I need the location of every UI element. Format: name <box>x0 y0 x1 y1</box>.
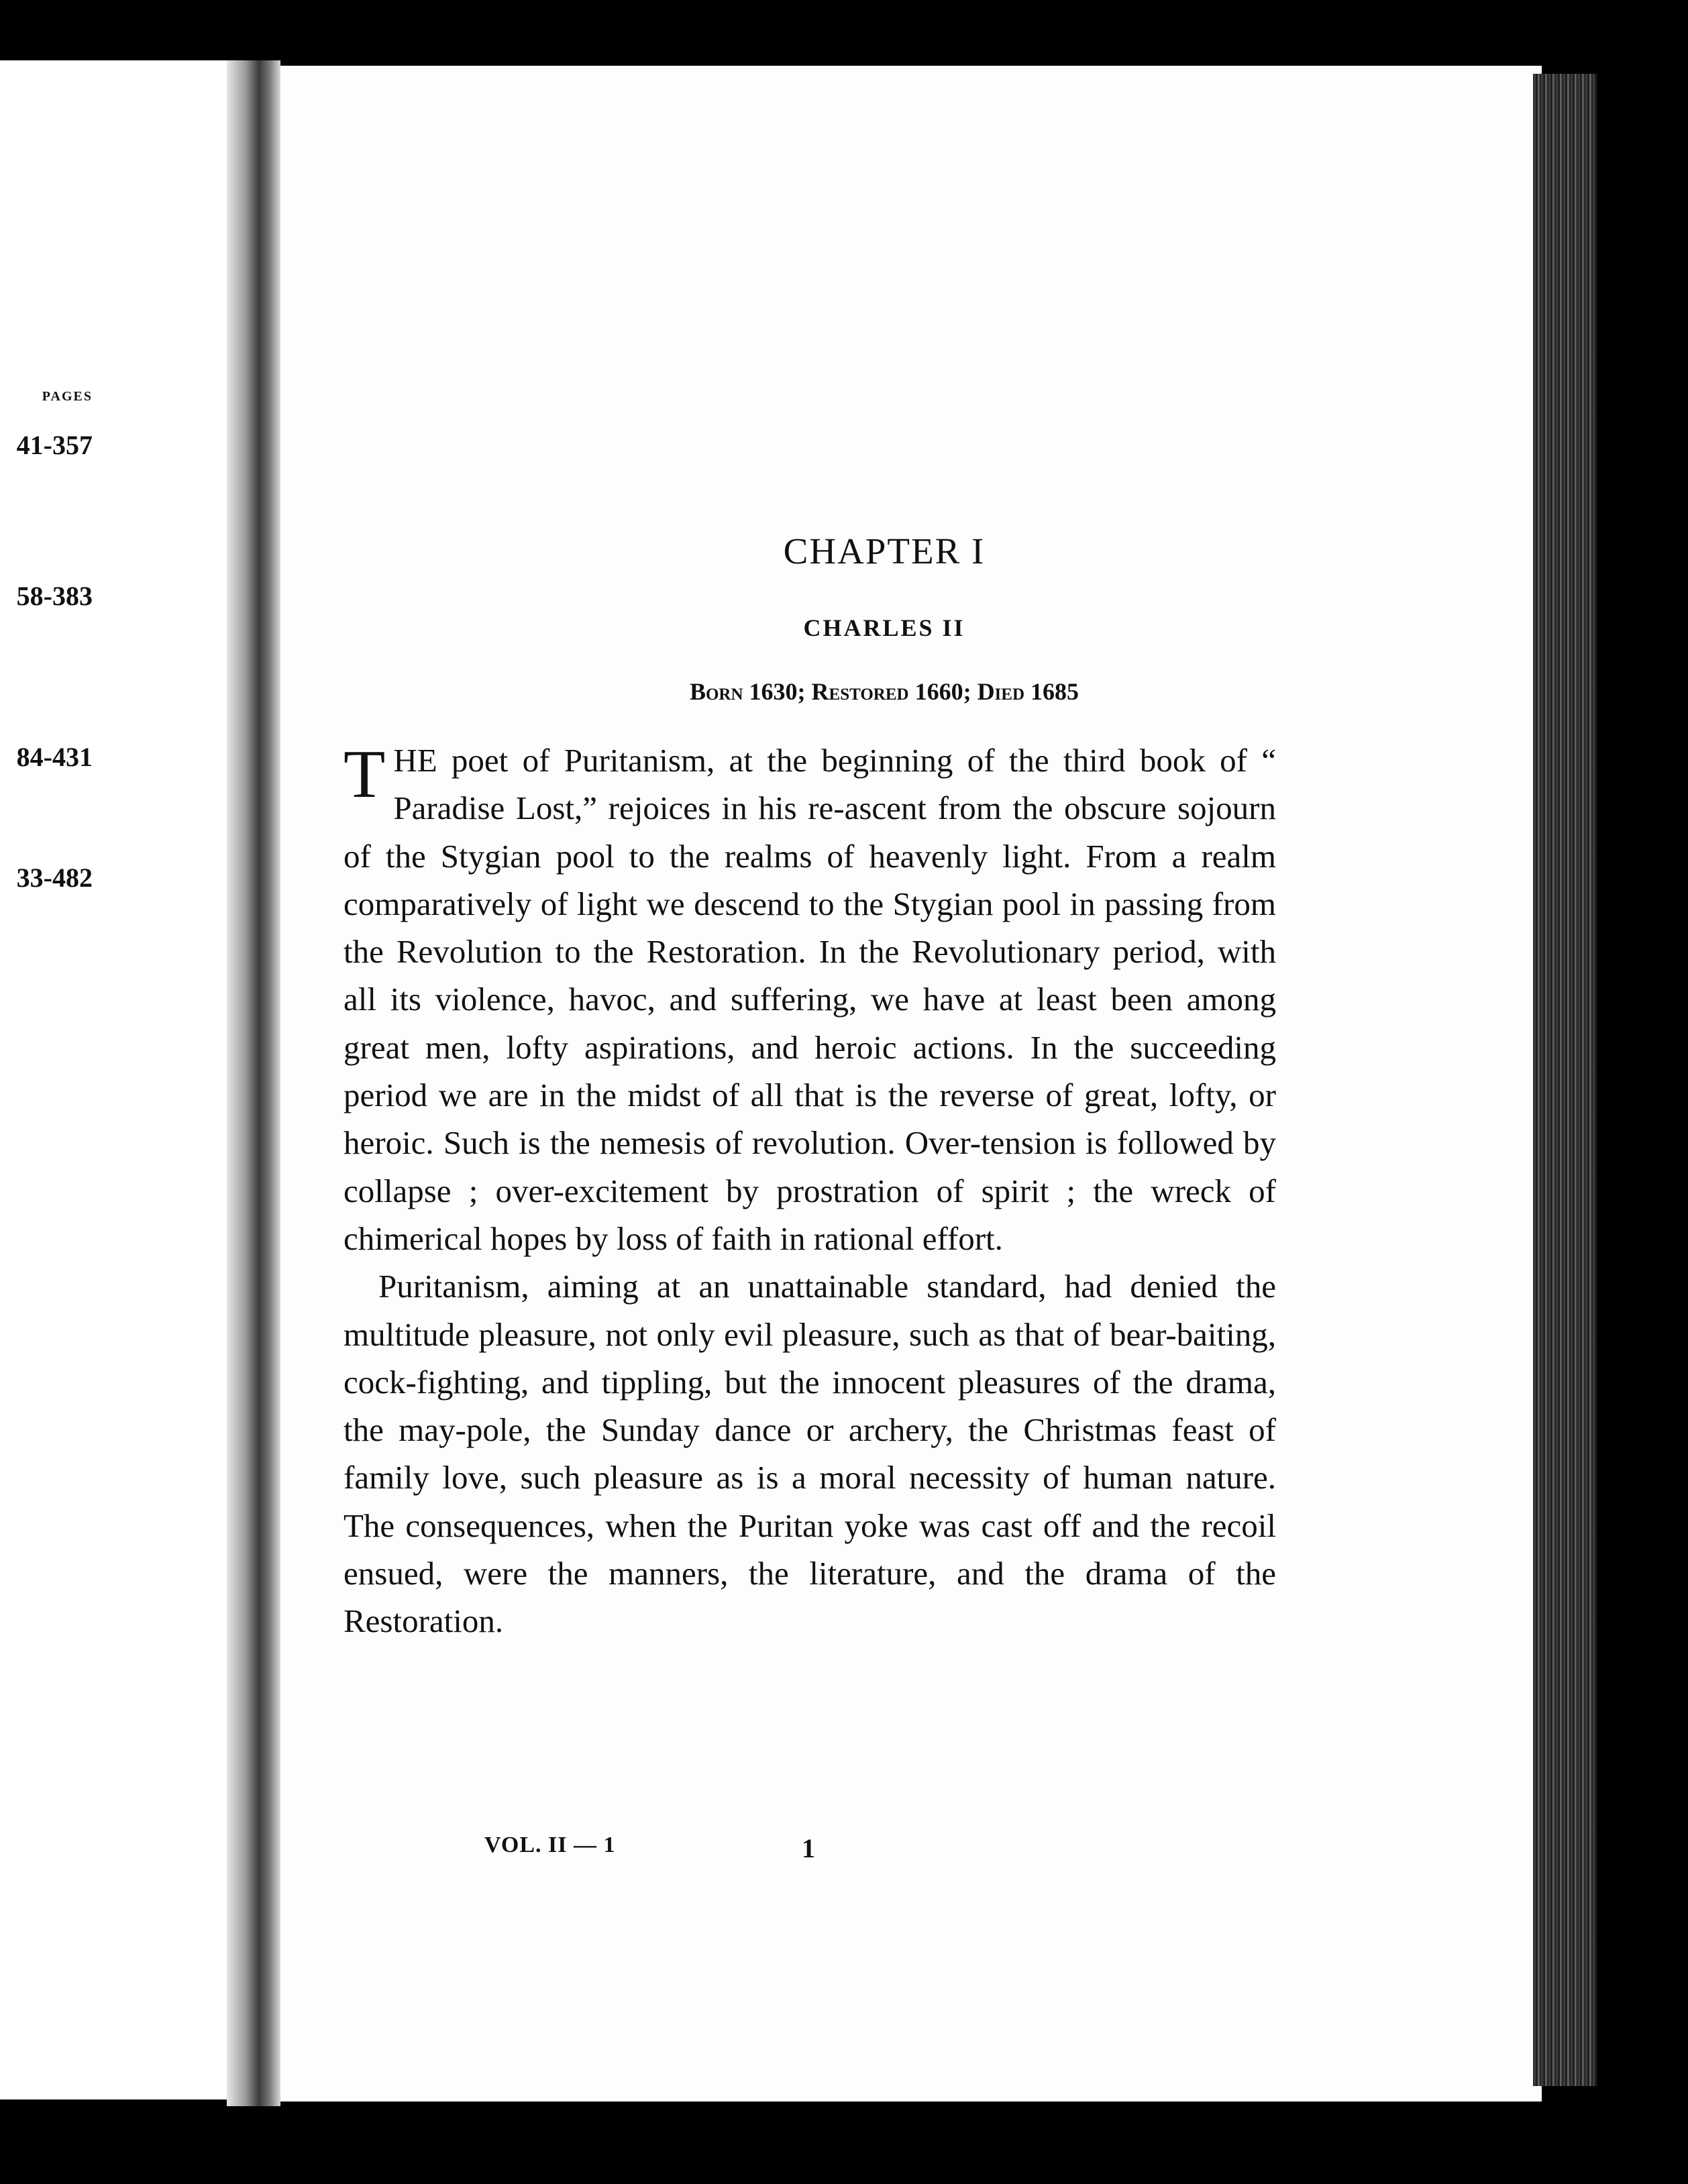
restored-label: Restored <box>811 678 909 705</box>
page-edges <box>1533 74 1597 2086</box>
drop-cap: T <box>344 736 386 812</box>
paragraph <box>344 736 1276 1262</box>
chapter-body <box>344 736 1276 1645</box>
book-gutter <box>227 60 280 2106</box>
died-year: 1685 <box>1031 678 1079 705</box>
page-number: 1 <box>802 1833 815 1863</box>
chapter-subject: CHARLES II <box>803 614 965 641</box>
page-range: 33-482 <box>16 863 93 893</box>
born-label: Born <box>689 678 743 705</box>
page-range: 84-431 <box>16 742 93 772</box>
chapter-dates: Born 1630; Restored 1660; Died 1685 <box>689 678 1079 705</box>
died-label: Died <box>977 678 1025 705</box>
paragraph-text: HE poet of Puritanism, at the beginning of the third book of “ Paradise Lost,” rejoices in his re-ascent from the obscure sojourn of the Stygian pool to the realms of heavenly light. From a realm comparatively of light we descend to the Stygian pool in passing from the Revolution to the Restoration. In the Revolutionary period, with all its violence, havoc, and suffering, we have at least been among great men, lofty aspirations, and heroic actions. In the succeeding period we are in the midst of all that is the reverse of great, lofty, or heroic. Such is the nemesis of revolution. Over-tension is followed by collapse ; over-excitement by prostration of spirit ; the wreck of chimerical hopes by loss of faith in rational effort. <box>344 742 1276 1257</box>
restored-year: 1660 <box>914 678 963 705</box>
previous-page <box>0 60 231 2099</box>
chapter-title: CHAPTER I <box>783 531 986 571</box>
pages-heading: PAGES <box>42 389 93 404</box>
page-range: 41-357 <box>16 430 93 460</box>
born-year: 1630 <box>749 678 798 705</box>
page-range: 58-383 <box>16 581 93 611</box>
signature-mark: VOL. II — 1 <box>484 1833 616 1857</box>
paragraph-text: Puritanism, aiming at an unattainable standard, had denied the multitude pleasure, not only evil pleasure, such as that of bear-baiting, cock-fighting, and tippling, but the innocent pleasures of the drama, the may-pole, the Sunday dance or archery, the Christmas feast of family love, such pleasure as is a moral necessity of human nature. The consequences, when the Puritan yoke was cast off and the recoil ensued, were the manners, the literature, and the drama of the Restoration. <box>344 1268 1276 1640</box>
paragraph <box>344 1262 1276 1645</box>
